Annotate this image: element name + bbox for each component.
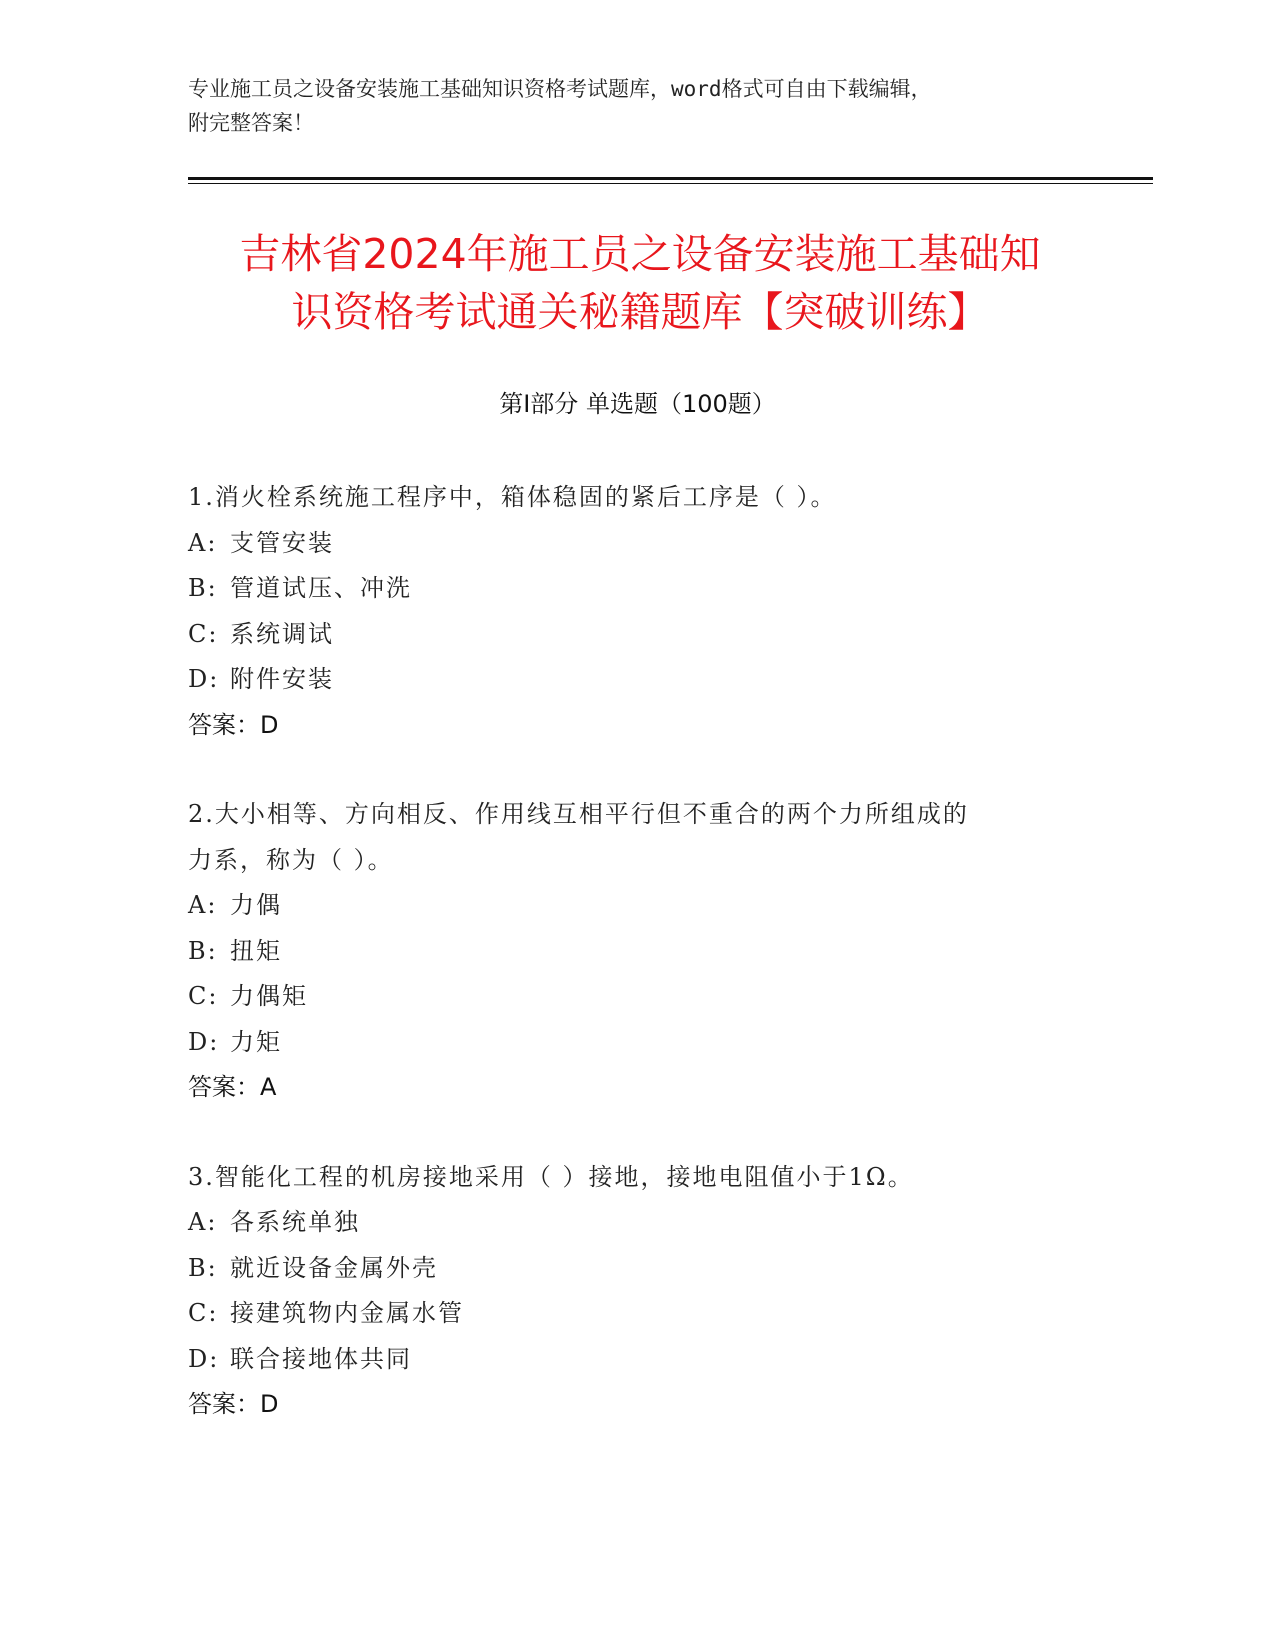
option-label: A: bbox=[188, 891, 218, 919]
option-text: 就近设备金属外壳 bbox=[230, 1253, 438, 1282]
document-title-line: 吉林省2024年施工员之设备安装施工基础知 bbox=[239, 230, 1041, 278]
header-divider-thin bbox=[188, 183, 1153, 184]
option-d bbox=[188, 657, 1108, 703]
option-text: 力偶矩 bbox=[230, 982, 308, 1010]
option-text: 扭矩 bbox=[230, 936, 282, 965]
option-label: B: bbox=[188, 936, 218, 965]
question-item bbox=[188, 792, 1108, 1111]
option-text: 力矩 bbox=[230, 1027, 282, 1056]
option-text: 各系统单独 bbox=[230, 1208, 360, 1236]
option-text: 附件安装 bbox=[230, 665, 334, 693]
option-b bbox=[188, 566, 1108, 612]
section-title: 第Ⅰ部分 单选题（100题） bbox=[499, 390, 776, 418]
option-text: 力偶 bbox=[230, 891, 282, 919]
option-d bbox=[188, 1337, 1108, 1383]
header-note-line: 专业施工员之设备安装施工基础知识资格考试题库，word格式可自由下载编辑， bbox=[188, 77, 932, 101]
option-a bbox=[188, 521, 1108, 567]
document-title-line: 识资格考试通关秘籍题库【突破训练】 bbox=[291, 288, 989, 336]
option-label: D: bbox=[188, 665, 220, 693]
option-a bbox=[188, 1200, 1108, 1246]
question-stem: 1.消火栓系统施工程序中，箱体稳固的紧后工序是（ ）。 bbox=[188, 483, 837, 511]
option-label: A: bbox=[188, 528, 218, 557]
option-a bbox=[188, 883, 1108, 929]
header-note-line: 附完整答案！ bbox=[188, 111, 314, 135]
question-item bbox=[188, 1155, 1108, 1428]
document-title bbox=[190, 225, 1090, 341]
option-c bbox=[188, 1291, 1108, 1337]
option-label: A: bbox=[188, 1208, 218, 1236]
option-text: 接建筑物内金属水管 bbox=[230, 1299, 464, 1327]
option-c bbox=[188, 612, 1108, 658]
option-label: B: bbox=[188, 1253, 218, 1282]
option-text: 管道试压、冲洗 bbox=[230, 574, 412, 602]
option-c bbox=[188, 974, 1108, 1020]
option-d bbox=[188, 1020, 1108, 1066]
option-label: B: bbox=[188, 574, 218, 602]
question-item bbox=[188, 475, 1108, 748]
answer: 答案：D bbox=[188, 1390, 279, 1418]
option-text: 联合接地体共同 bbox=[230, 1344, 412, 1373]
header-note bbox=[188, 72, 1088, 140]
answer: 答案：D bbox=[188, 710, 279, 739]
option-label: C: bbox=[188, 1299, 219, 1327]
option-text: 支管安装 bbox=[230, 528, 334, 557]
option-text: 系统调试 bbox=[230, 619, 334, 648]
question-stem: 2.大小相等、方向相反、作用线互相平行但不重合的两个力所组成的 bbox=[188, 800, 969, 828]
question-stem: 3.智能化工程的机房接地采用（ ）接地，接地电阻值小于1Ω。 bbox=[188, 1162, 914, 1191]
option-b bbox=[188, 1246, 1108, 1292]
option-label: D: bbox=[188, 1027, 220, 1056]
question-list bbox=[188, 475, 1108, 1472]
question-stem-continued: 力系，称为（ ）。 bbox=[188, 845, 394, 874]
option-label: D: bbox=[188, 1344, 220, 1373]
answer: 答案：A bbox=[188, 1073, 277, 1101]
header-divider bbox=[188, 177, 1153, 180]
option-label: C: bbox=[188, 619, 219, 648]
option-label: C: bbox=[188, 982, 219, 1010]
option-b bbox=[188, 929, 1108, 975]
